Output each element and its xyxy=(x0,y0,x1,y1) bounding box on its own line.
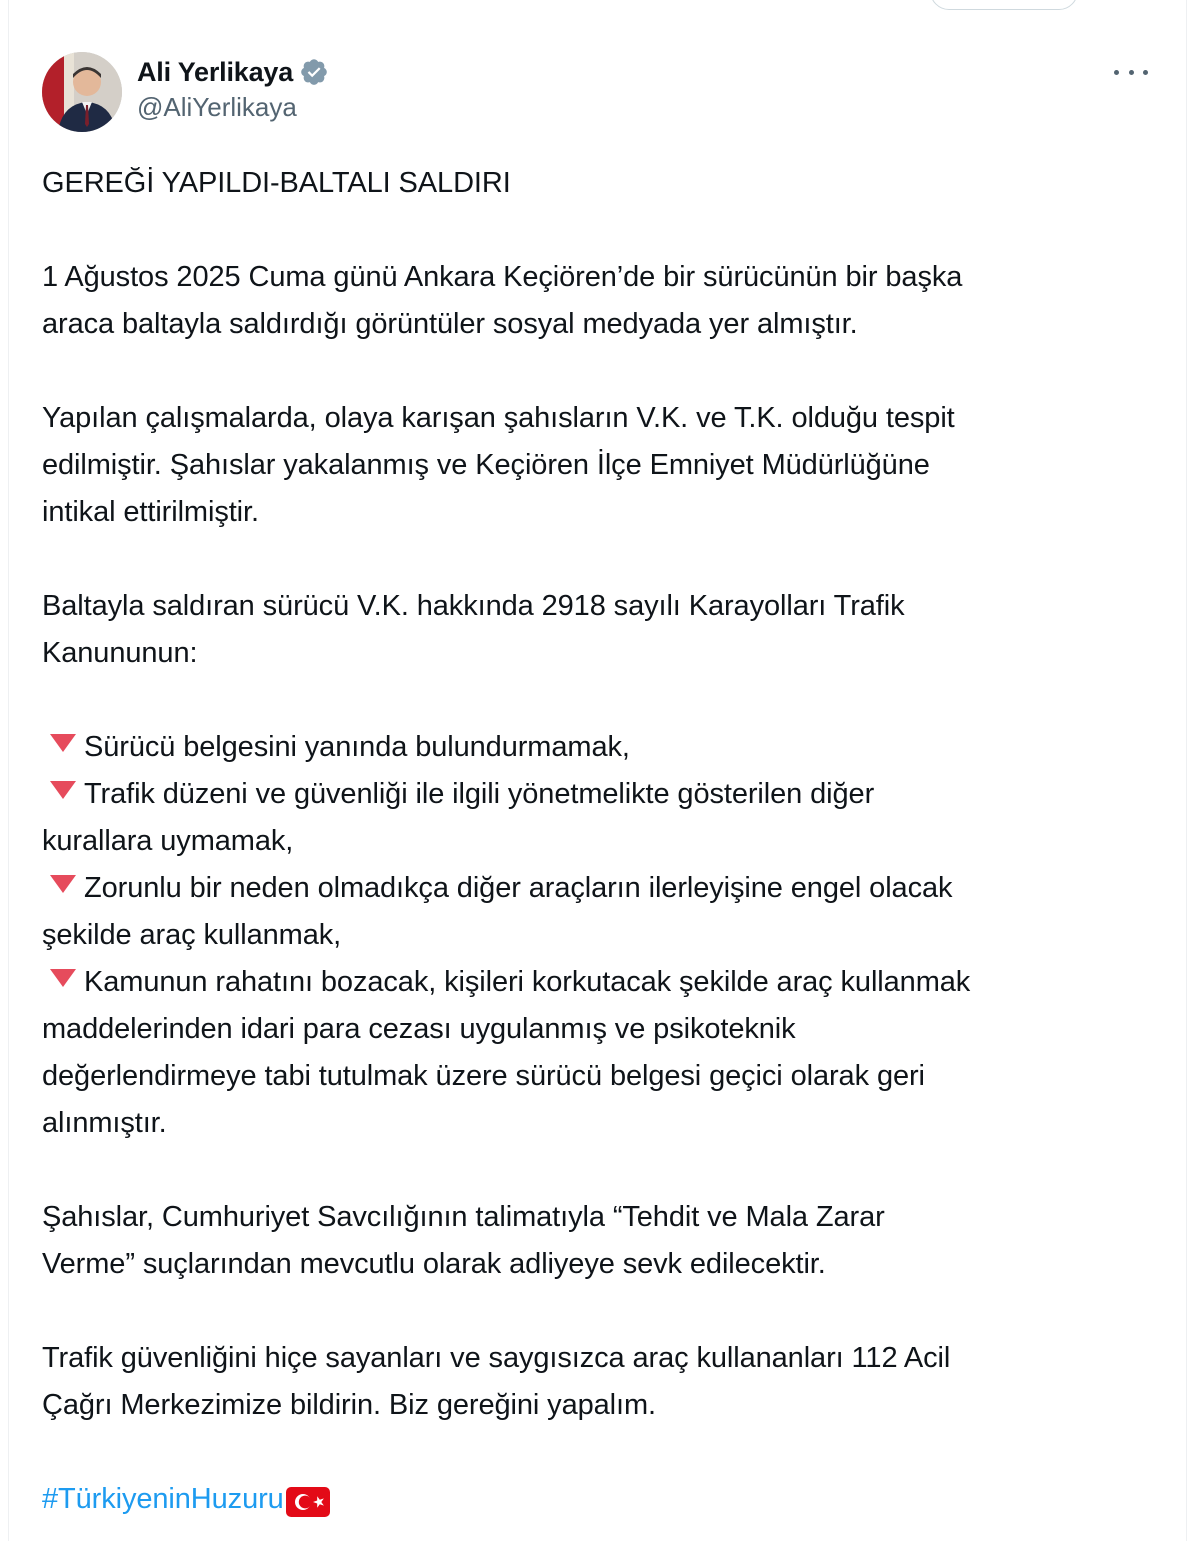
bullet-continuation: kurallara uymamak, xyxy=(42,825,294,857)
red-triangle-down-icon xyxy=(50,734,76,752)
author-handle[interactable]: @AliYerlikaya xyxy=(137,92,297,122)
red-triangle-down-icon xyxy=(50,781,76,799)
verified-badge-icon xyxy=(299,57,329,87)
paragraph-line: Şahıslar, Cumhuriyet Savcılığının talimatıyla “Tehdit ve Mala Zarar xyxy=(42,1201,885,1233)
paragraph-line: Çağrı Merkezimize bildirin. Biz gereğini yapalım. xyxy=(42,1389,656,1421)
paragraph-line: Yapılan çalışmalarda, olaya karışan şahısların V.K. ve T.K. olduğu tespit xyxy=(42,402,955,434)
page-border-left xyxy=(8,0,9,1541)
paragraph-line: intikal ettirilmiştir. xyxy=(42,496,259,528)
hashtag-link[interactable]: #TürkiyeninHuzuru xyxy=(42,1483,284,1515)
paragraph-5 xyxy=(42,1335,1162,1429)
tweet-card xyxy=(42,50,1162,1515)
bullet-item xyxy=(42,959,1162,1006)
avatar[interactable] xyxy=(42,52,122,132)
bullet-item xyxy=(42,771,1162,818)
paragraph-line: Baltayla saldıran sürücü V.K. hakkında 2918 sayılı Karayolları Trafik xyxy=(42,590,905,622)
paragraph-line: Verme” suçlarından mevcutlu olarak adliyeye sevk edilecektir. xyxy=(42,1248,826,1280)
bullet-item xyxy=(42,865,1162,912)
paragraph-line: edilmiştir. Şahıslar yakalanmış ve Keçiören İlçe Emniyet Müdürlüğüne xyxy=(42,449,930,481)
red-triangle-down-icon xyxy=(50,875,76,893)
more-options-icon[interactable] xyxy=(1114,58,1148,86)
bullet-continuation: şekilde araç kullanmak, xyxy=(42,919,342,951)
paragraph-2 xyxy=(42,395,1162,536)
paragraph-line: 1 Ağustos 2025 Cuma günü Ankara Keçiören’de bir sürücünün bir başka xyxy=(42,261,963,293)
paragraph-4 xyxy=(42,1194,1162,1288)
bullet-continuation: maddelerinden idari para cezası uygulanmış ve psikoteknik xyxy=(42,1013,796,1045)
paragraph-line: araca baltayla saldırdığı görüntüler sosyal medyada yer almıştır. xyxy=(42,308,858,340)
hashtag-row xyxy=(42,1476,1162,1523)
bullet-text: Trafik düzeni ve güvenliği ile ilgili yönetmelikte gösterilen diğer xyxy=(84,778,875,810)
bullet-text: Sürücü belgesini yanında bulundurmamak, xyxy=(84,731,630,763)
bullet-continuation: alınmıştır. xyxy=(42,1107,167,1139)
red-triangle-down-icon xyxy=(50,969,76,987)
author-info xyxy=(137,54,329,123)
paragraph-line: Trafik güvenliğini hiçe sayanları ve saygısızca araç kullananları 112 Acil xyxy=(42,1342,951,1374)
paragraph-line: Kanununun: xyxy=(42,637,198,669)
tweet-title: GEREĞİ YAPILDI-BALTALI SALDIRI xyxy=(42,167,511,199)
bullet-item xyxy=(42,724,1162,771)
bullet-text: Zorunlu bir neden olmadıkça diğer araçların ilerleyişine engel olacak xyxy=(84,872,953,904)
paragraph-3 xyxy=(42,583,1162,677)
paragraph-1 xyxy=(42,254,1162,348)
author-display-name[interactable]: Ali Yerlikaya xyxy=(137,56,294,87)
bullet-text: Kamunun rahatını bozacak, kişileri korkutacak şekilde araç kullanmak xyxy=(84,966,971,998)
author-name-row xyxy=(137,54,329,90)
turkey-flag-icon xyxy=(286,1485,330,1515)
tweet-text xyxy=(42,160,1162,1523)
profile-avatar-icon xyxy=(42,52,122,132)
bullet-list xyxy=(42,724,1162,1147)
partial-top-button[interactable] xyxy=(930,0,1078,10)
tweet-title-paragraph xyxy=(42,160,1162,207)
bullet-continuation: değerlendirmeye tabi tutulmak üzere sürücü belgesi geçici olarak geri xyxy=(42,1060,925,1092)
tweet-header xyxy=(42,50,1162,134)
page-border-right xyxy=(1186,0,1187,1541)
